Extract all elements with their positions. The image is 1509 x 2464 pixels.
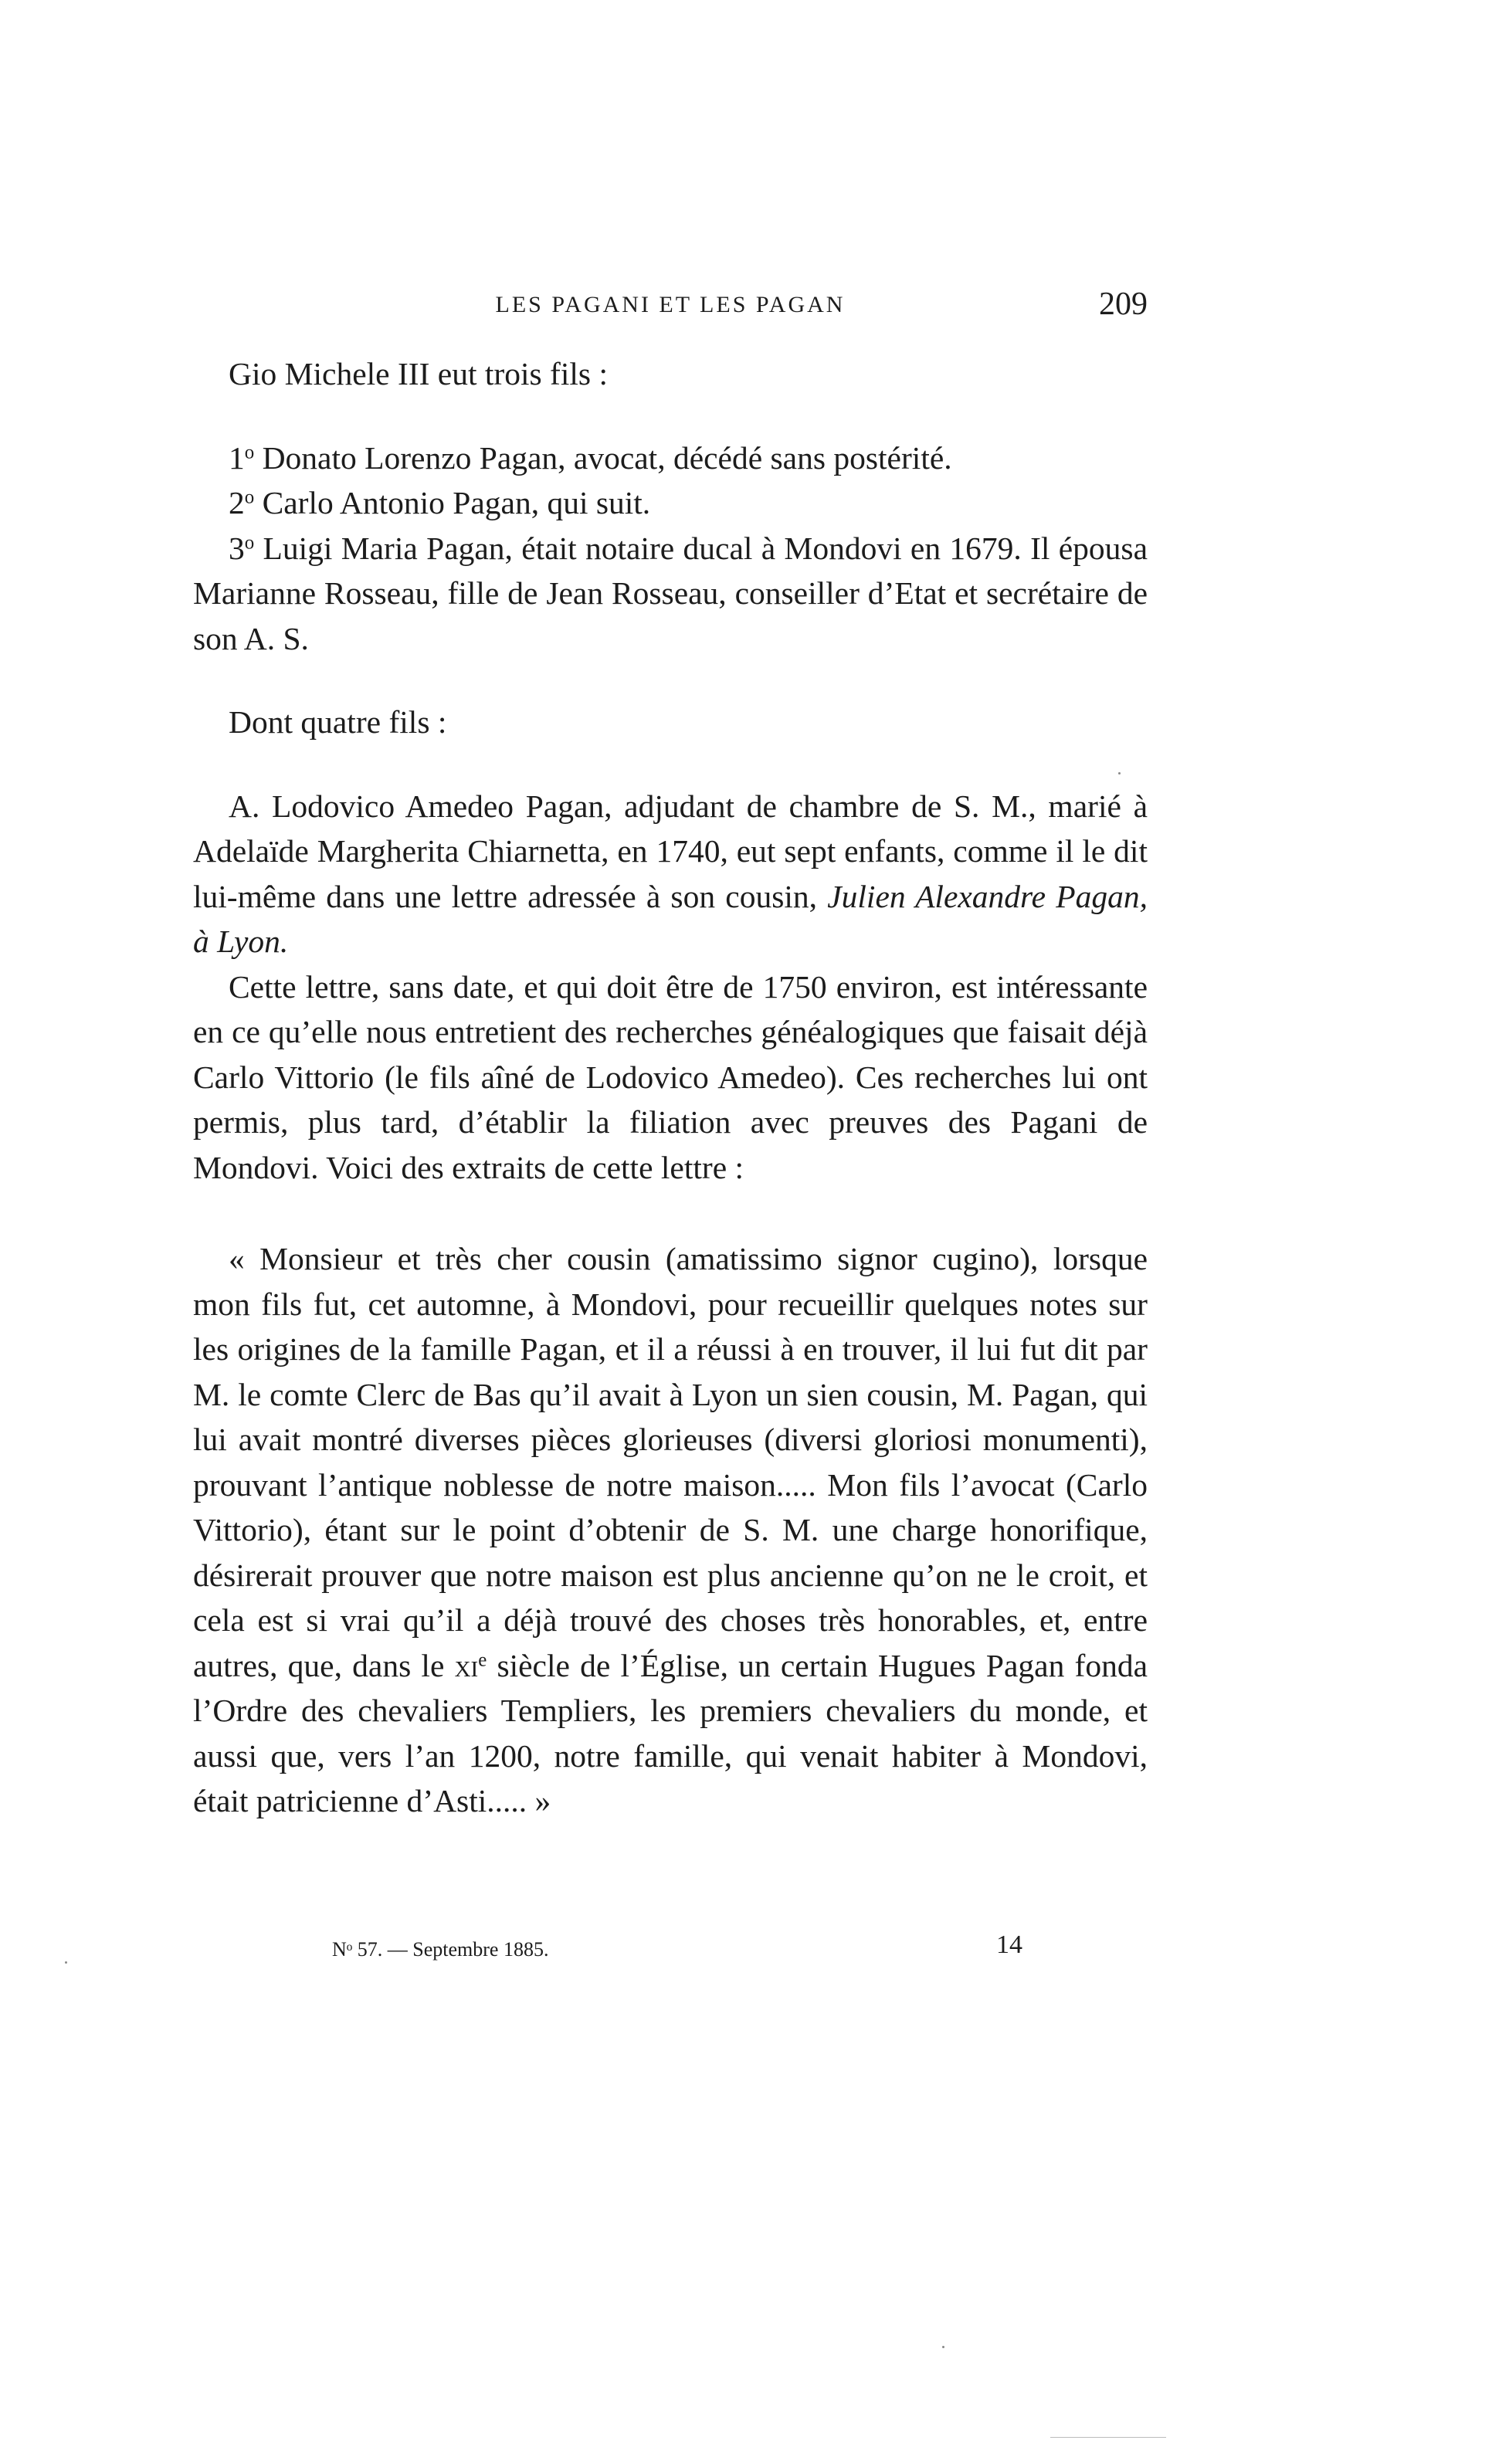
- bottom-rule: [1050, 2437, 1166, 2438]
- quotation-text-part1: « Monsieur et très cher cousin (amatissimo signor cugino), lorsque mon fils fut, cet automne, à Mondovi, pour recueillir quelques notes sur les origines de la famille Pagan, et il a réussi à en trouver, il lui fut dit par M. le comte Clerc de Bas qu’il avait à Lyon un sien cousin, M. Pagan, qui lui avait montré diverses pièces glorieuses (diversi gloriosi monumenti), prouvant l’antique noblesse de notre maison..... Mon fils l’avocat (Carlo Vittorio), étant sur le point d’obtenir de S. M. une charge honorifique, désirerait prouver que notre maison est plus ancienne qu’on ne le croit, et cela est si vrai qu’il a déjà trouvé des choses très honorables, et, entre autres, que, dans le: [193, 1241, 1148, 1683]
- list-number-2: 2: [229, 485, 245, 520]
- body-text: [193, 351, 1148, 1824]
- paragraph-intro: Gio Michele III eut trois fils :: [229, 356, 608, 391]
- list-item-2: [193, 480, 1148, 526]
- lodovico-cousin-name: Julien Alexandre Pagan, à Lyon.: [193, 878, 1148, 959]
- list-text-1: Donato Lorenzo Pagan, avocat, décédé sans postérité.: [262, 439, 952, 476]
- paragraph-quotation: [193, 1236, 1148, 1824]
- list-item-1: [193, 436, 1148, 481]
- paper-speck: [65, 1961, 67, 1964]
- paragraph-lodovico: [193, 784, 1148, 964]
- quotation-century: xi: [454, 1647, 479, 1683]
- page-footer: [193, 1930, 1148, 1969]
- list-text-3: Luigi Maria Pagan, était notaire ducal à Mondovi en 1679. Il épousa Marianne Rosseau, fille de Jean Rosseau, conseiller d’Etat et secrétaire de son A. S.: [193, 530, 1148, 656]
- paper-speck: [942, 2346, 944, 2348]
- quotation-century-sup: e: [478, 1649, 487, 1670]
- list-number-1: 1: [229, 439, 245, 476]
- list-ordinal-3: o: [244, 531, 255, 553]
- list-ordinal-1: o: [244, 441, 255, 463]
- signature-line: Nᵒ 57. — Septembre 1885.: [332, 1938, 549, 1961]
- running-title: LES PAGANI ET LES PAGAN: [495, 292, 846, 317]
- lodovico-text: A. Lodovico Amedeo Pagan, adjudant de chambre de S. M., marié à Adelaïde Margherita Chiarnetta, en 1740, eut sept enfants, comme il le dit lui-même dans une lettre adressée à son cousin,: [193, 788, 1148, 914]
- page-header: [193, 286, 1148, 332]
- quotation-text-part2: siècle de l’Église, un certain Hugues Pagan fonda l’Ordre des chevaliers Templiers, les premiers chevaliers du monde, et aussi que, vers l’an 1200, notre famille, qui venait habiter à Mondovi, était patricienne d’Asti..... »: [193, 1647, 1148, 1818]
- list-text-2: Carlo Antonio Pagan, qui suit.: [262, 485, 651, 520]
- page-number: 209: [1099, 286, 1148, 322]
- signature-mark: 14: [996, 1930, 1022, 1959]
- list-ordinal-2: o: [244, 486, 255, 508]
- list-item-3: [193, 526, 1148, 662]
- list-number-3: 3: [229, 530, 245, 566]
- paragraph-dont-quatre-fils: Dont quatre fils :: [229, 704, 447, 740]
- paper-speck: [1118, 772, 1121, 774]
- paragraph-cette-lettre: Cette lettre, sans date, et qui doit être de 1750 environ, est intéressante en ce qu’elle nous entretient des recherches généalogiques que faisait déjà Carlo Vittorio (le fils aîné de Lodovico Amedeo). Ces recherches lui ont permis, plus tard, d’établir la filiation avec preuves des Pagani de Mondovi. Voici des extraits de cette lettre :: [193, 968, 1148, 1185]
